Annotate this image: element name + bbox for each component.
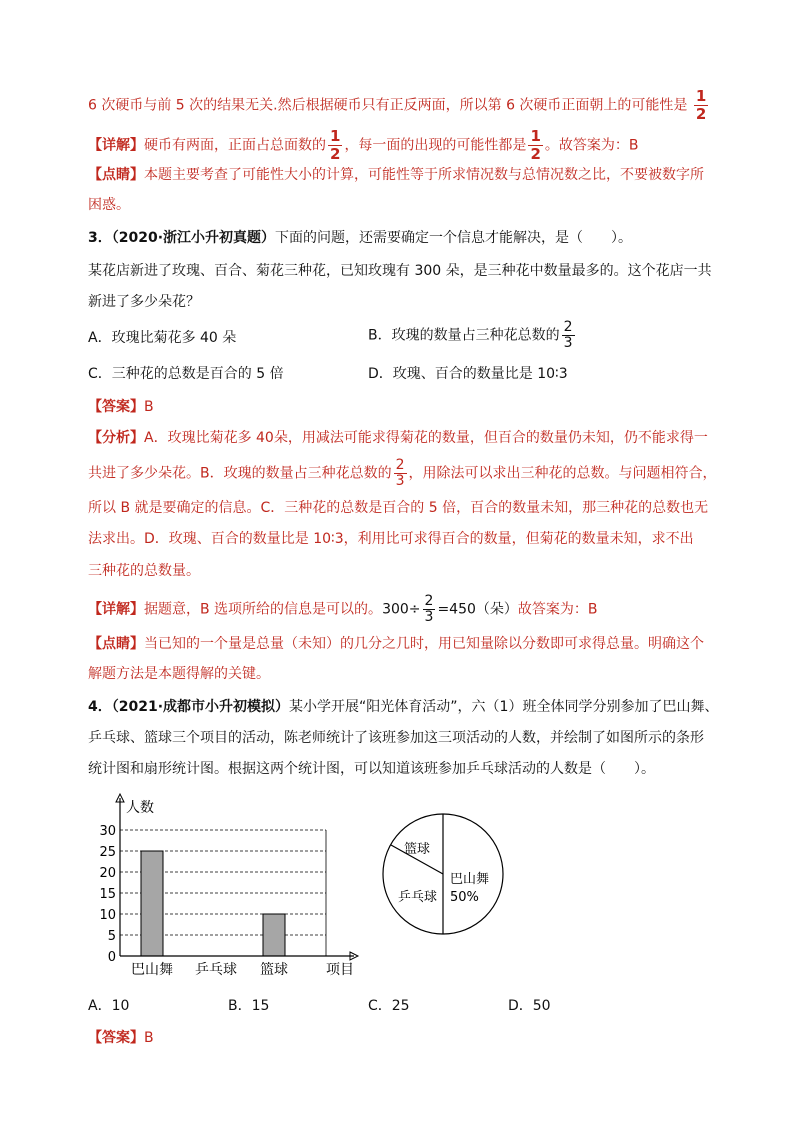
pie-label-pingpong: 乒乓球 xyxy=(398,890,438,905)
y-tick-label: 20 xyxy=(99,866,116,881)
bar xyxy=(263,914,285,956)
prev-analysis-text: 6 次硬币与前 5 次的结果无关.然后根据硬币只有正反两面，所以第 6 次硬币正面朝上的可能性是 xyxy=(88,97,688,114)
q3-analysis-3: 所以 B 就是要确定的信息。C．三种花的总数是百合的 5 倍，百合的数量未知，那三种花的总数也无 xyxy=(88,500,709,516)
q3-analysis-2: 共进了多少朵花。B．玫瑰的数量占三种花总数的 $\frac{2}{3}$ ，用除法可以求出三种花的总数。与问题相符合， xyxy=(88,457,717,489)
q3-analysis-5: 三种花的总数量。 xyxy=(88,563,200,579)
x-axis-label: 项目 xyxy=(326,962,354,978)
q3-detail: 【详解】据题意，B 选项所给的信息是可以的。300÷ $\frac{2}{3}$ =450（朵）故答案为：B xyxy=(88,593,598,625)
q3-answer: 【答案】B xyxy=(88,399,154,415)
y-tick-label: 0 xyxy=(107,950,116,965)
x-tick-label: 乒乓球 xyxy=(195,962,237,978)
detail-tag: 【详解】 xyxy=(88,137,144,154)
q2-detail: 【详解】硬币有两面，正面占总面数的 $\frac{1}{2}$ ，每一面的出现的可能性都是 $\frac{1}{2}$ 。故答案为：B xyxy=(88,127,639,163)
bar xyxy=(141,851,163,956)
y-tick-label: 5 xyxy=(107,929,116,944)
q4-stem-2: 乒乓球、篮球三个项目的活动，陈老师统计了该班参加这三项活动的人数，并绘制了如图所示的条形 xyxy=(88,730,704,746)
q4-option-c: C．25 xyxy=(368,998,410,1014)
q4-stem-3: 统计图和扇形统计图。根据这两个统计图，可以知道该班参加乒乓球活动的人数是（ ）。 xyxy=(88,761,655,777)
y-tick-label: 10 xyxy=(99,908,116,923)
q4-option-a: A．10 xyxy=(88,998,130,1014)
q2-point: 【点睛】本题主要考查了可能性大小的计算，可能性等于所求情况数与总情况数之比，不要被数字所 xyxy=(88,167,704,183)
q3-analysis: 【分析】A．玫瑰比菊花多 40朵，用减法可能求得菊花的数量，但百合的数量仍未知，仍不能求得一 xyxy=(88,430,708,446)
pie-label-basketball: 篮球 xyxy=(404,842,431,857)
pie-label-bashan: 巴山舞 xyxy=(450,872,490,887)
q3-point-cont: 解题方法是本题得解的关键。 xyxy=(88,666,270,682)
q3-context: 某花店新进了玫瑰、百合、菊花三种花，已知玫瑰有 300 朵，是三种花中数量最多的。这个花店一共 xyxy=(88,263,712,279)
prev-analysis-line xyxy=(88,88,710,123)
q3-option-b: B．玫瑰的数量占三种花总数的 $\frac{2}{3}$ xyxy=(368,319,573,351)
y-tick-label: 30 xyxy=(99,824,116,839)
x-tick-label: 篮球 xyxy=(260,962,288,978)
q3-heading: 3．（2020·浙江小升初真题）下面的问题，还需要确定一个信息才能解决，是（ ）。 xyxy=(88,230,633,246)
q3-context-cont: 新进了多少朵花？ xyxy=(88,294,200,310)
fraction-one-half: $\frac{1}{2}$ xyxy=(695,87,707,123)
q4-option-d: D．50 xyxy=(508,998,551,1014)
q3-option-a: A．玫瑰比菊花多 40 朵 xyxy=(88,330,237,346)
q4-option-b: B．15 xyxy=(228,998,270,1014)
fraction-one-half: $\frac{1}{2}$ xyxy=(330,127,341,163)
q3-point: 【点睛】当已知的一个量是总量（未知）的几分之几时，用已知量除以分数即可求得总量。明确这个 xyxy=(88,636,704,652)
x-tick-label: 巴山舞 xyxy=(131,962,173,978)
bar-chart xyxy=(96,790,376,980)
pie-chart xyxy=(378,809,508,939)
q4-answer: 【答案】B xyxy=(88,1030,154,1046)
y-tick-label: 15 xyxy=(99,887,116,902)
pie-label-bashan-pct: 50% xyxy=(450,890,479,905)
fraction-one-half: $\frac{1}{2}$ xyxy=(530,127,541,163)
q3-analysis-4: 法求出。D．玫瑰、百合的数量比是 10∶3，利用比可求得百合的数量，但菊花的数量未知，求不出 xyxy=(88,531,694,547)
y-axis-label: 人数 xyxy=(126,800,154,816)
q4-heading: 4．（2021·成都市小升初模拟）某小学开展“阳光体育活动”，六（1）班全体同学分别参加了巴山舞、 xyxy=(88,699,719,715)
q3-option-d: D．玫瑰、百合的数量比是 10∶3 xyxy=(368,366,568,382)
q2-point-cont: 困惑。 xyxy=(88,197,130,213)
y-tick-label: 25 xyxy=(99,845,116,860)
point-tag: 【点睛】 xyxy=(88,167,144,183)
q3-option-c: C．三种花的总数是百合的 5 倍 xyxy=(88,366,284,382)
